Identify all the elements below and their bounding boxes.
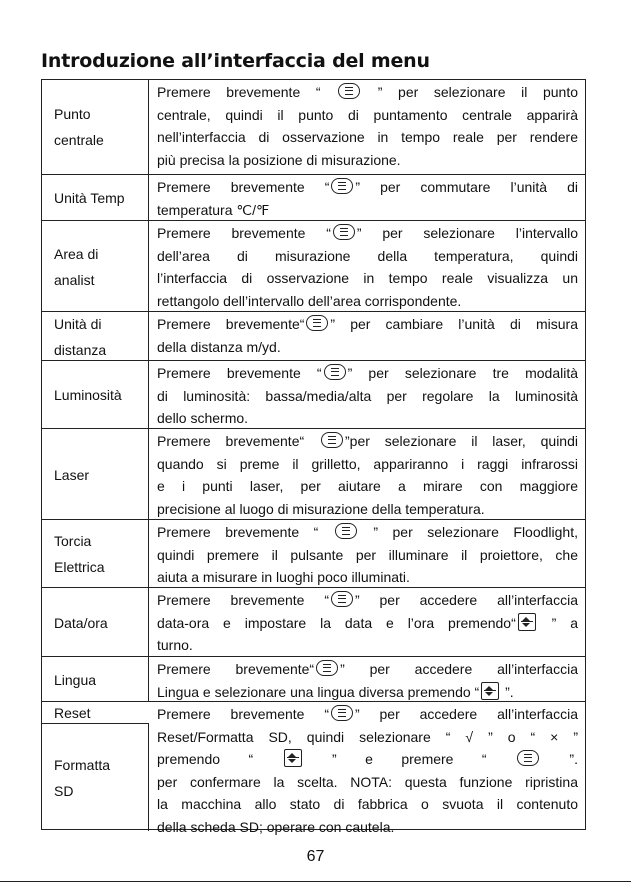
description-line: dell’area di misurazione della temperatura, quindi <box>157 247 578 264</box>
row-description <box>149 702 585 835</box>
table-row <box>42 311 585 361</box>
description-line: centrale, quindi il punto di puntamento centrale apparirà <box>157 106 578 123</box>
description-line: l’interfaccia di osservazione in tempo reale visualizza un <box>157 270 578 287</box>
description-line: della distanza m/yd. <box>157 338 281 355</box>
row-label: Unità Temp <box>42 175 149 221</box>
menu-key-icon <box>338 83 360 99</box>
menu-key-icon <box>321 432 343 448</box>
description-line: quindi premere il pulsante per illuminare il proiettore, che <box>157 546 578 563</box>
up-down-key-icon <box>481 682 499 700</box>
row-label: Data/ora <box>42 588 149 657</box>
description-line: Premere brevemente “ ” per selezionare l’intervallo <box>157 225 578 241</box>
description-line: Premere brevemente“ ” per cambiare l’unità di misura <box>157 316 578 332</box>
menu-key-icon <box>335 523 357 539</box>
row-label: Formatta SD <box>42 724 149 831</box>
description-line: più precisa la posizione di misurazione. <box>157 151 401 168</box>
description-line: e i punti laser, per aiutare a mirare con maggiore <box>157 478 578 495</box>
table-row <box>42 428 585 520</box>
row-description <box>149 657 585 702</box>
table-row <box>42 80 585 174</box>
menu-key-icon <box>331 591 353 607</box>
description-line: la macchina allo stato di fabbrica o svuota il contenuto <box>157 796 578 813</box>
row-label: Punto centrale <box>42 80 149 174</box>
table-row <box>42 519 585 588</box>
menu-key-icon <box>331 178 353 194</box>
description-line: precisione al luogo di misurazione della temperatura. <box>157 500 485 517</box>
description-line: Premere brevemente “ ” per selezionare tre modalità <box>157 365 579 381</box>
page-number: 67 <box>306 848 325 865</box>
description-line: di luminosità: bassa/media/alta per regolare la luminosità <box>157 387 578 404</box>
menu-table <box>41 79 586 835</box>
row-description <box>149 588 585 657</box>
description-line: Premere brevemente“ ”per selezionare il laser, quindi <box>157 433 578 449</box>
row-description <box>149 221 585 312</box>
row-description <box>149 520 585 588</box>
description-line: dello schermo. <box>157 410 249 427</box>
divider <box>0 881 631 882</box>
description-line: Premere brevemente“ ” per accedere all’interfaccia <box>157 661 578 677</box>
description-line: nell’interfaccia di osservazione in tempo reale per rendere <box>157 129 578 146</box>
description-line: quando si preme il grilletto, appariranno i raggi infrarossi <box>157 455 578 472</box>
menu-key-icon <box>324 364 346 380</box>
description-line: della scheda SD; operare con cautela. <box>157 818 395 835</box>
up-down-key-icon <box>284 749 302 767</box>
description-line: per confermare la scelta. NOTA: questa funzione ripristina <box>157 773 578 790</box>
description-line: Premere brevemente “ ” per accedere all’interfaccia <box>157 706 578 722</box>
row-label: Area di analist <box>42 221 149 312</box>
description-line: Premere brevemente “ ” per selezionare Floodlight, <box>157 524 578 540</box>
table-row <box>42 220 585 312</box>
description-line: Lingua e selezionare una lingua diversa premendo “ ”. <box>157 683 514 700</box>
description-line: data-ora e impostare la data e l’ora premendo“ ” a <box>157 614 579 631</box>
row-description <box>149 312 585 361</box>
description-line: Reset/Formatta SD, quindi selezionare “ √ ” o “ × ” <box>157 728 578 745</box>
table-row <box>42 360 585 429</box>
row-label: Torcia Elettrica <box>42 520 149 588</box>
row-label: Laser <box>42 429 149 520</box>
table-row <box>42 587 585 657</box>
description-line: turno. <box>157 637 193 654</box>
menu-key-icon <box>306 315 328 331</box>
row-description <box>149 429 585 520</box>
table-row <box>42 701 585 835</box>
description-line: rettangolo dell’intervallo dell’area corrispondente. <box>157 292 462 309</box>
description-line: Premere brevemente “ ” per accedere all’interfaccia <box>157 592 578 608</box>
page-title: Introduzione all’interfaccia del menu <box>41 50 430 72</box>
description-line: aiuta a misurare in luoghi poco illuminati. <box>157 569 410 586</box>
row-label: Reset <box>42 702 149 724</box>
menu-key-icon <box>517 750 539 766</box>
table-row <box>42 656 585 702</box>
row-description <box>149 175 585 221</box>
row-label: Luminosità <box>42 361 149 429</box>
row-label: Lingua <box>42 657 149 702</box>
menu-key-icon <box>331 705 353 721</box>
row-description <box>149 80 585 174</box>
row-label: Unità di distanza <box>42 312 149 361</box>
description-line: temperatura ℃/℉ <box>157 201 270 218</box>
table-row <box>42 174 585 221</box>
description-line: Premere brevemente “ ” per selezionare il punto <box>157 84 578 100</box>
description-line: premendo “ ” e premere “ ”. <box>157 751 578 768</box>
row-description <box>149 361 585 429</box>
description-line: Premere brevemente “ ” per commutare l’unità di <box>157 179 578 195</box>
menu-key-icon <box>316 660 338 676</box>
up-down-key-icon <box>518 613 536 631</box>
menu-key-icon <box>333 224 355 240</box>
